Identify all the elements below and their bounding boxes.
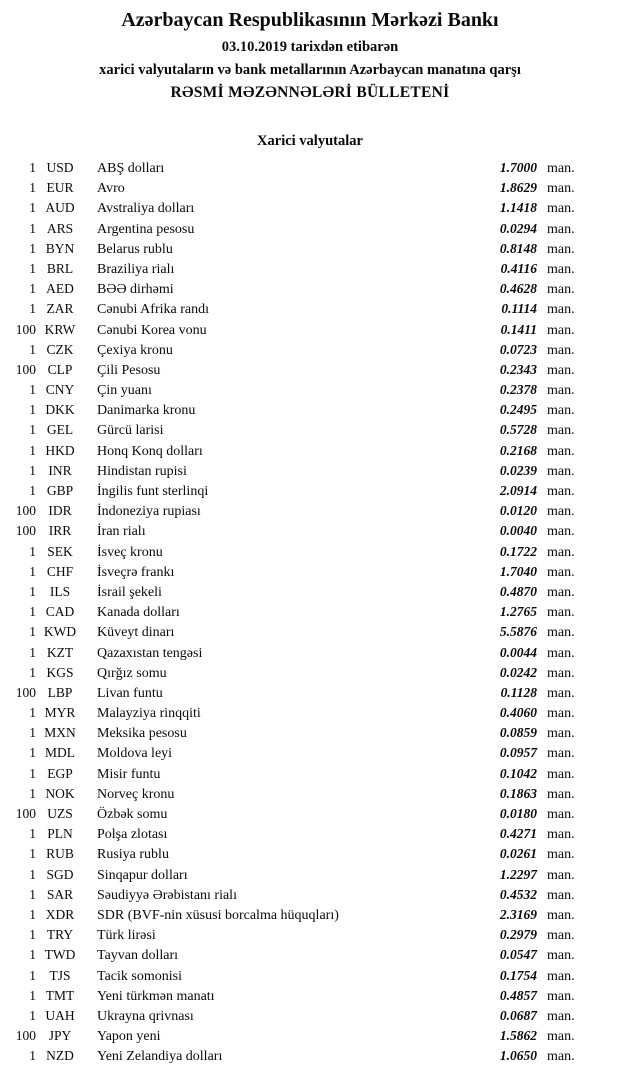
currency-code: MYR [44, 705, 76, 721]
rate-unit-label: man. [547, 383, 575, 399]
document-header [0, 0, 620, 102]
currency-code: CZK [46, 341, 74, 357]
rate-unit-label: man. [547, 847, 575, 863]
currency-quantity: 1 [29, 462, 36, 478]
rate-value: 0.1042 [499, 765, 537, 781]
rate-value: 1.1418 [499, 200, 537, 216]
currency-code: ILS [49, 583, 71, 599]
currency-code: BRL [46, 260, 74, 276]
rate-value: 0.0687 [499, 1007, 537, 1023]
currency-code: EUR [46, 180, 74, 196]
currency-quantity: 1 [29, 260, 36, 276]
rate-unit-label: man. [547, 928, 575, 944]
rate-value: 0.0294 [499, 220, 537, 236]
rate-value: 0.0180 [499, 806, 537, 821]
rate-value: 0.0261 [499, 846, 537, 862]
table-row [0, 380, 620, 400]
rate-unit-label: man. [547, 605, 575, 621]
rate-unit-label: man. [547, 544, 575, 560]
currency-quantity: 1 [29, 604, 36, 620]
currency-code: TWD [44, 947, 76, 963]
currency-code: CNY [45, 382, 75, 398]
currency-name: Avro [97, 181, 125, 197]
table-row [0, 441, 620, 461]
currency-code: CHF [46, 563, 74, 579]
rate-value: 0.1114 [501, 301, 537, 317]
rate-unit-label: man. [547, 161, 575, 176]
currency-name: Avstraliya dolları [97, 201, 195, 217]
currency-name: İndoneziya rupiası [97, 504, 201, 520]
section-title-foreign-currencies: Xarici valyutalar [257, 133, 363, 149]
currency-name: İngilis funt sterlinqi [97, 484, 209, 499]
rate-value: 0.0547 [499, 947, 537, 963]
currency-quantity: 1 [29, 987, 36, 1003]
rate-value: 0.4060 [499, 705, 537, 721]
table-row [0, 239, 620, 259]
rate-value: 0.2168 [499, 442, 537, 458]
currency-code: SEK [47, 543, 73, 559]
rate-value: 1.0650 [499, 1048, 537, 1064]
table-row [0, 966, 620, 986]
rate-value: 0.0957 [499, 745, 537, 761]
currency-code: MDL [45, 745, 75, 761]
currency-quantity: 1 [29, 765, 36, 781]
rate-unit-label: man. [547, 766, 575, 782]
currency-code: CLP [47, 361, 73, 377]
currency-code: ZAR [46, 301, 74, 317]
currency-quantity: 1 [29, 886, 36, 902]
rate-value: 1.8629 [499, 180, 537, 196]
rate-unit-label: man. [547, 887, 575, 903]
table-row [0, 602, 620, 622]
currency-name: Qırğız somu [97, 665, 167, 681]
table-row [0, 461, 620, 481]
rate-unit-label: man. [547, 907, 575, 923]
rate-unit-label: man. [547, 423, 575, 439]
currency-quantity: 1 [29, 906, 36, 922]
rate-unit-label: man. [547, 201, 575, 217]
currency-quantity: 1 [29, 563, 36, 579]
table-row [0, 1026, 620, 1046]
rate-value: 0.4116 [500, 260, 537, 276]
currency-name: Cənubi Korea vonu [97, 322, 207, 338]
currency-code: UAH [45, 1007, 75, 1023]
currency-quantity: 1 [29, 927, 36, 943]
table-row [0, 905, 620, 925]
rate-unit-label: man. [547, 504, 575, 520]
rate-unit-label: man. [547, 706, 575, 722]
table-row [0, 501, 620, 521]
table-row [0, 219, 620, 239]
currency-code: EGP [47, 765, 73, 781]
rate-unit-label: man. [547, 1008, 575, 1024]
bulletin-subtitle: xarici valyutaların və bank metallarının Azərbaycan manatına qarşı [99, 62, 521, 78]
currency-name: Qazaxıstan tengəsi [97, 645, 203, 661]
currency-code: BYN [45, 240, 75, 256]
currency-name: Livan funtu [97, 685, 163, 701]
currency-quantity: 1 [29, 866, 36, 882]
currency-quantity: 1 [29, 583, 36, 599]
rate-value: 0.0239 [499, 462, 537, 478]
currency-code: GBP [46, 483, 74, 498]
currency-code: KGS [46, 664, 74, 680]
currency-quantity: 1 [29, 1048, 36, 1064]
currency-name: ABŞ dolları [97, 161, 165, 176]
rate-value: 5.5876 [499, 624, 537, 640]
table-row [0, 178, 620, 198]
table-row [0, 279, 620, 299]
rate-unit-label: man. [547, 342, 575, 358]
currency-code: AUD [45, 200, 75, 216]
currency-code: DKK [45, 402, 75, 418]
rate-unit-label: man. [547, 443, 575, 459]
currency-quantity: 100 [15, 503, 36, 519]
currency-name: Belarus rublu [97, 241, 173, 257]
rate-value: 2.3169 [499, 906, 537, 922]
currency-quantity: 1 [29, 200, 36, 216]
currency-quantity: 1 [29, 745, 36, 761]
currency-code: IRR [48, 523, 72, 539]
currency-code: UZS [47, 806, 73, 821]
rate-unit-label: man. [547, 241, 575, 257]
rate-unit-label: man. [547, 282, 575, 298]
rate-unit-label: man. [547, 746, 575, 762]
currency-quantity: 1 [29, 402, 36, 418]
rate-value: 0.0040 [499, 523, 537, 539]
rate-value: 0.1754 [499, 967, 537, 983]
currency-quantity: 1 [29, 725, 36, 741]
currency-quantity: 1 [29, 442, 36, 458]
rate-unit-label: man. [547, 827, 575, 843]
rate-unit-label: man. [547, 726, 575, 742]
rate-value: 0.2979 [499, 927, 537, 943]
currency-code: CAD [45, 604, 75, 620]
currency-quantity: 1 [29, 240, 36, 256]
currency-name: Yapon yeni [97, 1029, 161, 1045]
rate-value: 0.0723 [499, 341, 537, 357]
rate-value: 0.0044 [499, 644, 537, 660]
table-row [0, 723, 620, 743]
rate-value: 0.1722 [499, 543, 537, 559]
rate-value: 0.4532 [499, 886, 537, 902]
table-row [0, 824, 620, 844]
currency-code: AED [46, 281, 74, 297]
rate-value: 0.4857 [499, 987, 537, 1003]
currency-code: INR [48, 462, 72, 478]
effective-date-line: 03.10.2019 tarixdən etibarən [221, 39, 399, 55]
currency-name: Kanada dolları [97, 605, 180, 621]
currency-name: Moldova leyi [97, 746, 173, 762]
currency-code: KWD [43, 624, 77, 640]
table-row [0, 542, 620, 562]
currency-code: SGD [46, 866, 74, 882]
rate-unit-label: man. [547, 403, 575, 419]
table-row [0, 743, 620, 763]
rate-unit-label: man. [547, 685, 575, 701]
rate-unit-label: man. [547, 625, 575, 641]
currency-quantity: 1 [29, 785, 36, 801]
currency-name: Özbək somu [97, 807, 168, 822]
currency-code: TJS [49, 967, 71, 983]
currency-code: NOK [45, 785, 75, 801]
currency-name: Yeni Zelandiya dolları [97, 1049, 223, 1065]
rate-value: 1.2765 [499, 604, 537, 620]
currency-name: Honq Konq dolları [97, 443, 203, 459]
rate-value: 2.0914 [499, 483, 537, 498]
currency-name: BƏƏ dirhəmi [97, 282, 174, 298]
rate-value: 1.2297 [499, 866, 537, 882]
rate-value: 0.0242 [499, 664, 537, 680]
currency-name: Çili Pesosu [97, 362, 161, 378]
currency-quantity: 1 [29, 826, 36, 842]
rate-value: 0.5728 [499, 422, 537, 438]
table-row [0, 340, 620, 360]
currency-code: XDR [45, 906, 75, 922]
currency-name: Braziliya rialı [97, 261, 175, 277]
currency-name: İsveç kronu [97, 544, 163, 560]
table-row [0, 420, 620, 440]
currency-code: ARS [46, 220, 74, 236]
currency-quantity: 1 [29, 341, 36, 357]
currency-name: İran rialı [97, 524, 146, 540]
exchange-rates-table [0, 158, 620, 1066]
currency-quantity: 100 [15, 684, 36, 700]
table-row [0, 804, 620, 824]
currency-quantity: 1 [29, 301, 36, 317]
rate-unit-label: man. [547, 867, 575, 883]
table-row [0, 844, 620, 864]
rate-value: 0.2495 [499, 402, 537, 418]
table-row [0, 562, 620, 582]
rate-value: 0.1863 [499, 785, 537, 801]
currency-quantity: 1 [29, 160, 36, 175]
rate-unit-label: man. [547, 645, 575, 661]
rate-unit-label: man. [547, 948, 575, 964]
currency-code: PLN [47, 826, 73, 842]
rate-value: 0.0859 [499, 725, 537, 741]
currency-code: SAR [46, 886, 74, 902]
rate-unit-label: man. [547, 221, 575, 237]
currency-quantity: 1 [29, 180, 36, 196]
rate-unit-label: man. [547, 968, 575, 984]
currency-code: IDR [48, 503, 72, 519]
currency-code: LBP [47, 684, 73, 700]
currency-name: Danimarka kronu [97, 403, 196, 419]
currency-name: Hindistan rupisi [97, 463, 187, 479]
rate-value: 0.2378 [499, 382, 537, 398]
rate-unit-label: man. [547, 1049, 575, 1065]
currency-code: TRY [46, 927, 74, 943]
currency-quantity: 100 [15, 1028, 36, 1044]
bulletin-title: RƏSMİ MƏZƏNNƏLƏRİ BÜLLETENİ [170, 84, 450, 101]
table-row [0, 703, 620, 723]
table-row [0, 400, 620, 420]
currency-quantity: 1 [29, 644, 36, 660]
currency-quantity: 1 [29, 705, 36, 721]
currency-quantity: 1 [29, 624, 36, 640]
currency-code: KZT [46, 644, 74, 660]
rate-value: 0.0120 [499, 503, 537, 519]
currency-code: HKD [45, 442, 75, 458]
table-row [0, 299, 620, 319]
currency-quantity: 1 [29, 543, 36, 559]
table-row [0, 521, 620, 541]
rate-value: 0.4628 [499, 281, 537, 297]
currency-name: Yeni türkmən manatı [97, 988, 215, 1004]
rate-unit-label: man. [547, 181, 575, 197]
rate-unit-label: man. [547, 564, 575, 580]
table-row [0, 925, 620, 945]
table-row [0, 643, 620, 663]
rate-unit-label: man. [547, 584, 575, 600]
currency-name: Gürcü larisi [97, 423, 164, 439]
rate-unit-label: man. [547, 463, 575, 479]
table-row [0, 481, 620, 501]
currency-code: KRW [44, 321, 76, 337]
currency-name: Tayvan dolları [97, 948, 179, 964]
currency-code: TMT [45, 987, 75, 1003]
rate-value: 0.4271 [499, 826, 537, 842]
rate-unit-label: man. [547, 484, 575, 499]
table-row [0, 320, 620, 340]
currency-quantity: 1 [29, 220, 36, 236]
currency-name: Argentina pesosu [97, 221, 195, 237]
table-row [0, 198, 620, 218]
currency-name: Norveç kronu [97, 786, 175, 802]
table-row [0, 885, 620, 905]
rate-value: 1.5862 [499, 1028, 537, 1044]
currency-quantity: 100 [15, 321, 36, 337]
rate-unit-label: man. [547, 786, 575, 802]
table-row [0, 158, 620, 178]
rate-value: 1.7000 [499, 160, 537, 175]
rate-unit-label: man. [547, 988, 575, 1004]
currency-code: RUB [46, 846, 74, 862]
table-row [0, 784, 620, 804]
currency-name: Ukrayna qrivnası [97, 1008, 194, 1024]
rate-value: 0.4870 [499, 583, 537, 599]
currency-name: Malayziya rinqqiti [97, 706, 201, 722]
currency-name: Türk lirəsi [97, 928, 156, 944]
rate-unit-label: man. [547, 524, 575, 540]
table-row [0, 1006, 620, 1026]
currency-name: Səudiyyə Ərəbistanı rialı [97, 887, 237, 903]
rate-unit-label: man. [547, 807, 575, 822]
currency-quantity: 1 [29, 483, 36, 498]
table-row [0, 683, 620, 703]
table-row [0, 945, 620, 965]
currency-name: Rusiya rublu [97, 847, 169, 863]
table-row [0, 986, 620, 1006]
currency-quantity: 1 [29, 846, 36, 862]
currency-code: USD [46, 160, 74, 175]
table-row [0, 663, 620, 683]
table-row [0, 582, 620, 602]
currency-name: Küveyt dinarı [97, 625, 175, 641]
currency-quantity: 1 [29, 422, 36, 438]
currency-code: MXN [44, 725, 76, 741]
currency-quantity: 1 [29, 947, 36, 963]
currency-quantity: 100 [15, 361, 36, 377]
currency-name: İsveçrə frankı [97, 564, 175, 580]
table-row [0, 1046, 620, 1066]
rate-unit-label: man. [547, 1029, 575, 1045]
rate-unit-label: man. [547, 665, 575, 681]
table-row [0, 865, 620, 885]
table-row [0, 622, 620, 642]
currency-name: Cənubi Afrika randı [97, 302, 209, 318]
rate-value: 0.2343 [499, 361, 537, 377]
currency-quantity: 1 [29, 664, 36, 680]
currency-name: Çin yuanı [97, 383, 152, 399]
currency-quantity: 100 [15, 523, 36, 539]
rate-value: 1.7040 [499, 563, 537, 579]
rate-value: 0.1411 [500, 321, 537, 337]
currency-name: Meksika pesosu [97, 726, 187, 742]
rate-unit-label: man. [547, 261, 575, 277]
rate-unit-label: man. [547, 362, 575, 378]
currency-code: JPY [48, 1028, 72, 1044]
table-row [0, 360, 620, 380]
rate-unit-label: man. [547, 302, 575, 318]
currency-name: İsrail şekeli [97, 584, 162, 600]
currency-name: Misir funtu [97, 766, 161, 782]
table-row [0, 764, 620, 784]
rate-value: 0.8148 [499, 240, 537, 256]
table-row [0, 259, 620, 279]
currency-quantity: 1 [29, 1007, 36, 1023]
currency-name: Çexiya kronu [97, 342, 173, 358]
currency-quantity: 1 [29, 382, 36, 398]
currency-code: GEL [46, 422, 74, 438]
currency-name: Tacik somonisi [97, 968, 182, 984]
currency-quantity: 1 [29, 281, 36, 297]
bank-name-title: Azərbaycan Respublikasının Mərkəzi Bankı [121, 9, 499, 31]
currency-quantity: 1 [29, 967, 36, 983]
currency-quantity: 100 [15, 806, 36, 821]
currency-name: Polşa zlotası [97, 827, 168, 843]
rate-value: 0.1128 [500, 684, 537, 700]
rate-unit-label: man. [547, 322, 575, 338]
currency-code: NZD [46, 1048, 74, 1064]
currency-name: Sinqapur dolları [97, 867, 188, 883]
currency-name: SDR (BVF-nin xüsusi borcalma hüquqları) [97, 907, 339, 923]
